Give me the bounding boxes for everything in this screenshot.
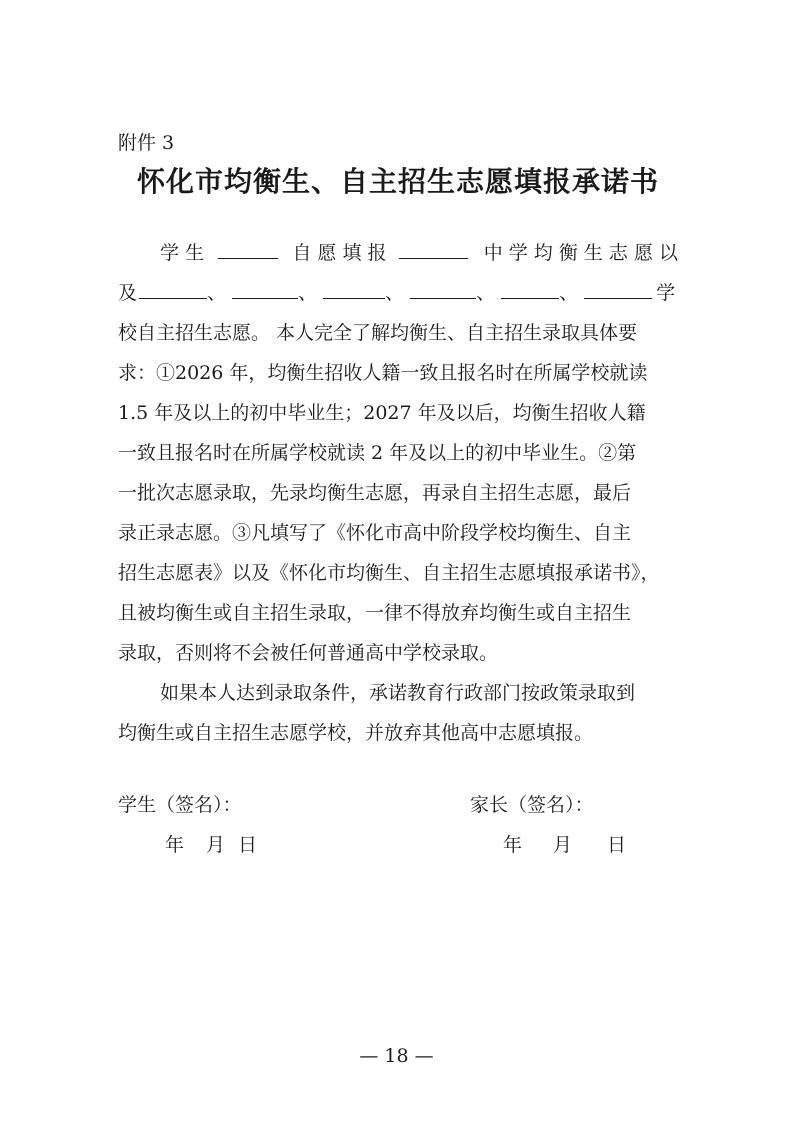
separator: 、 [476,282,496,304]
body-line-1 [118,238,678,265]
body-line: 且被均衡生或自主招生录取，一律不得放弃均衡生或自主招生 [118,602,632,624]
body-line: 招生志愿表》以及《怀化市均衡生、自主招生志愿填报承诺书》， [118,562,660,584]
choice-blank-5[interactable] [501,278,559,299]
choice-blank-6[interactable] [584,278,652,299]
student-signature-label: 学生（签名）： [118,794,242,816]
line2-end: 学 [656,282,676,304]
choice-blank-3[interactable] [323,278,385,299]
page-title: 怀化市均衡生、自主招生志愿填报承诺书 [136,165,659,198]
volunteer-label: 自 愿 填 报 [292,242,387,264]
body-line: 一致且报名时在所属学校就读 2 年及以上的初中毕业生。②第 [118,442,637,464]
student-name-blank[interactable] [218,238,278,259]
body-line: 录正录志愿。③凡填写了《怀化市高中阶段学校均衡生、自主 [118,522,632,544]
separator: 、 [385,282,405,304]
separator: 、 [207,282,227,304]
student-date-day: 日 [238,834,258,856]
school-name-blank[interactable] [399,238,468,259]
line2-start: 及 [118,282,138,304]
student-date-year: 年 [165,834,185,856]
parent-signature-label: 家长（签名）： [470,794,594,816]
paragraph2-line: 均衡生或自主招生志愿学校，并放弃其他高中志愿填报。 [118,722,594,744]
body-line: 录取，否则将不会被任何普通高中学校录取。 [118,642,499,664]
body-line: 求：①2026 年，均衡生招收人籍一致且报名时在所属学校就读 [118,362,648,384]
choice-blank-4[interactable] [410,278,476,299]
body-line-2 [118,278,678,305]
choice-blank-2[interactable] [232,278,298,299]
attachment-label: 附件 3 [118,132,175,154]
parent-date-year: 年 [503,834,523,856]
page-number: — 18 — [359,1045,434,1067]
parent-date-month: 月 [553,834,573,856]
parent-date-day: 日 [607,834,627,856]
paragraph2-line: 如果本人达到录取条件，承诺教育行政部门按政策录取到 [160,682,636,704]
separator: 、 [559,282,579,304]
body-line: 1.5 年及以上的初中毕业生；2027 年及以后，均衡生招收人籍 [118,402,646,424]
student-date-month: 月 [206,834,226,856]
student-label: 学 生 [160,242,205,264]
body-line: 校自主招生志愿。 本人完全了解均衡生、自主招生录取具体要 [118,322,638,344]
choice-blank-1[interactable] [139,278,207,299]
separator: 、 [298,282,318,304]
body-line: 一批次志愿录取，先录均衡生志愿，再录自主招生志愿，最后 [118,482,632,504]
school-volunteer-label: 中 学 均 衡 生 志 愿 以 [483,242,678,264]
